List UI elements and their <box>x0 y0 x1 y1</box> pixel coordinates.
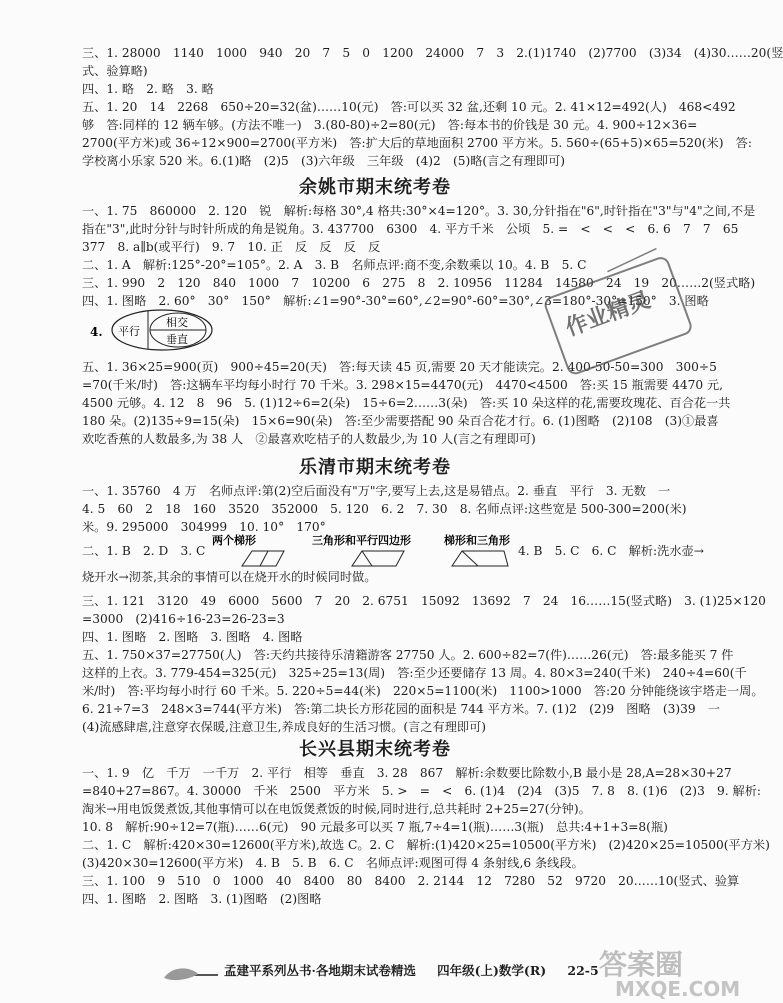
answer-line: 够 答:同样的 12 辆车够。(方法不唯一) 3.(80-80)÷2=80(元) 答:每本书的价钱是 30 元。4. 900÷12×36= <box>82 118 698 132</box>
svg-text:答案圈: 答案圈 <box>599 948 684 981</box>
answer-line: =3000 (2)416÷16-23=26-23=3 <box>82 612 285 626</box>
answer-line: 学校离小乐家 520 米。6.(1)略 (2)5 (3)六年级 三年级 (4)2 (5)略(言之有理即可) <box>82 154 566 168</box>
answer-line: 四、1. 图略 2. 图略 3. (1)图略 (2)图略 <box>82 892 322 906</box>
answer-line: 4. 5 60 2 18 160 3520 352000 5. 120 6. 2 7. 30 8. 名师点评:这些宽是 500-300=200(米) <box>82 502 687 516</box>
leaf-icon <box>162 966 200 984</box>
answer-line: =70(千米/时) 答:这辆车平均每小时行 70 千米。3. 298×15=4470(元) 4470<4500 答:买 15 瓶需要 4470 元, <box>82 378 724 392</box>
answer-line: =840+27=867。4. 30000 千米 2500 平方米 5. > = < 6. (1)4 (2)4 (3)5 7. 8 8. (1)6 (2)3 9. 解析: <box>82 784 761 798</box>
svg-text:MXQE.COM: MXQE.COM <box>615 977 741 1001</box>
answer-line: 烧开水→沏茶,其余的事情可以在烧开水的时候同时做。 <box>82 570 377 584</box>
answer-line: 三、1. 28000 1140 1000 940 20 7 5 0 1200 24000 7 3 2.(1)1740 (2)7700 (3)34 (4)30……20(竖 <box>82 46 783 60</box>
answer-line: 4. B 5. C 6. C 解析:洗水壶→ <box>518 544 704 558</box>
answer-line: (4)流感肆虐,注意穿衣保暖,注意卫生,养成良好的生活习惯。(言之有理即可) <box>82 720 487 734</box>
answer-line: 二、1. C 解析:420×30=12600(平方米),故选 C。2. C 解析:(1)420×25=10500(平方米) (2)420×25=10500(平方米) <box>82 838 770 852</box>
answer-line: 五、1. 750×37=27750(人) 答:天约共接待乐清籍游客 27750 人。2. 600÷82=7(件)……26(元) 答:最多能买 7 件 <box>82 648 734 662</box>
shape-split-figures <box>212 533 532 569</box>
answer-line: 四、1. 图略 2. 图略 3. 图略 4. 图略 <box>82 630 303 644</box>
relation-diagram <box>90 306 220 354</box>
answer-line: 三、1. 990 2 120 840 1000 7 10200 6 275 8 2. 10956 11284 14580 24 19 20……2(竖式略) <box>82 276 756 290</box>
shape-label-trap-tri: 梯形和三角形 <box>444 534 510 547</box>
answer-line: 五、1. 20 14 2268 650÷20=32(盆)……10(元) 答:可以买 32 盆,还剩 10 元。2. 41×12=492(人) 468<492 <box>82 100 736 114</box>
page-footer <box>160 960 599 990</box>
answer-line: 二、1. B 2. D 3. C <box>82 544 206 558</box>
answer-line: 三、1. 100 9 510 0 1000 40 8400 80 8400 2. 2144 12 7280 52 9720 20……10(竖式、验算 <box>82 874 740 888</box>
answer-line: 米/时) 答:平均每小时行 60 千米。5. 220÷5=44(米) 220×5=1100(米) 1100>1000 答:20 分钟能绕该宇塔走一周。 <box>82 684 764 698</box>
section-title-yueqing: 乐清市期末统考卷 <box>299 457 451 478</box>
shape-label-two-trapezoids: 两个梯形 <box>212 534 256 547</box>
answer-line: 180 朵。(2)135÷9=15(朵) 15×6=90(朵) 答:至少需要搭配 90 朵百合花才行。6. (1)图略 (2)108 (3)①最喜 <box>82 414 719 428</box>
answer-line: 四、1. 图略 2. 60° 30° 150° 解析:∠1=90°-30°=60°,∠2=90°-60°=30°,∠3=180°-30°=150° 3. 图略 <box>82 294 709 308</box>
svg-text:作业精灵: 作业精灵 <box>562 287 654 342</box>
answer-line: 米。9. 295000 304999 10. 10° 170° <box>82 520 326 534</box>
answer-line: 淘米→用电饭煲煮饭,其他事情可以在电饭煲煮饭的时候,同时进行,总共耗时 2+25=27(分钟)。 <box>82 802 591 816</box>
section-title-yuyao: 余姚市期末统考卷 <box>299 177 451 198</box>
answer-line: 欢吃香蕉的人数最多,为 38 人 ②最喜欢吃桔子的人数最少,为 10 人(言之有理即可) <box>82 432 536 446</box>
answer-line: 377 8. a∥b(或平行) 9. 7 10. 正 反 反 反 反 <box>82 240 381 254</box>
answer-line: 一、1. 9 亿 千万 一千万 2. 平行 相等 垂直 3. 28 867 解析:余数要比除数小,B 最小是 28,A=28×30+27 <box>82 766 732 780</box>
diagram-perpendicular: 垂直 <box>166 333 188 346</box>
footer-page-number: 22-5 <box>567 963 599 978</box>
answer-line: 10. 8 解析:90÷12=7(瓶)……6(元) 90 元最多可以买 7 瓶,7÷4=1(瓶)……3(瓶) 总共:4+1+3=8(瓶) <box>82 820 668 834</box>
answer-line: 二、1. A 解析:125°-20°=105°。2. A 3. B 名师点评:商不变,余数乘以 10。4. B 5. C <box>82 258 587 272</box>
answer-line: 五、1. 36×25=900(页) 900÷45=20(天) 答:每天读 45 页,需要 20 天才能读完。2. 400-50-50=300 300÷5 <box>82 360 717 374</box>
answer-line: 2700(平方米)或 36÷12×900=2700(平方米) 答:扩大后的草地面积 2700 平方米。5. 560÷(65+5)×65=520(米) 答: <box>82 136 752 150</box>
answer-line: 式、验算略) <box>82 64 148 78</box>
diagram-number: 4. <box>90 325 103 339</box>
answer-line: 这样的上衣。3. 779-454=325(元) 325÷25=13(周) 答:至少还要储存 13 周。4. 80×3=240(千米) 240÷4=60(千 <box>82 666 747 680</box>
answer-line: 指在"3",此时分针与时针所成的角是锐角。3. 437700 6300 4. 平方千米 公顷 5. = < < < 6. 6 7 7 65 <box>82 222 739 236</box>
stamp-logo <box>545 255 695 375</box>
answer-line: 三、1. 121 3120 49 6000 5600 7 20 2. 6751 15092 13692 7 24 16……15(竖式略) 3. (1)25×120 <box>82 594 766 608</box>
answer-line: 4500 元够。4. 12 8 96 5. (1)12÷6=2(朵) 15÷6=2……3(朵) 答:买 10 朵这样的花,需要玫瑰花、百合花一共 <box>82 396 731 410</box>
shape-label-tri-para: 三角形和平行四边形 <box>312 534 411 547</box>
footer-series: 孟建平系列丛书·各地期末试卷精选 <box>224 963 416 978</box>
answer-line: 一、1. 75 860000 2. 120 锐 解析:每格 30°,4 格共:30°×4=120°。3. 30,分针指在"6",时针指在"3"与"4"之间,不是 <box>82 204 756 218</box>
diagram-parallel: 平行 <box>118 325 140 338</box>
diagram-intersect: 相交 <box>166 316 188 329</box>
section-title-changxing: 长兴县期末统考卷 <box>299 739 451 760</box>
watermark-logo <box>595 944 740 999</box>
footer-grade: 四年级(上)数学(R) <box>437 963 547 978</box>
answer-line: (3)420×30=12600(平方米) 4. B 5. B 6. C 名师点评:观图可得 4 条射线,6 条线段。 <box>82 856 584 870</box>
answer-line: 6. 21÷7=3 248×3=744(平方米) 答:第二块长方形花园的面积是 744 平方米。7. (1)2 (2)9 图略 (3)39 一 <box>82 702 721 716</box>
answer-line: 一、1. 35760 4 万 名师点评:第(2)空后面没有"万"字,要写上去,这是易错点。2. 垂直 平行 3. 无数 一 <box>82 484 671 498</box>
answer-line: 四、1. 略 2. 略 3. 略 <box>82 82 214 96</box>
